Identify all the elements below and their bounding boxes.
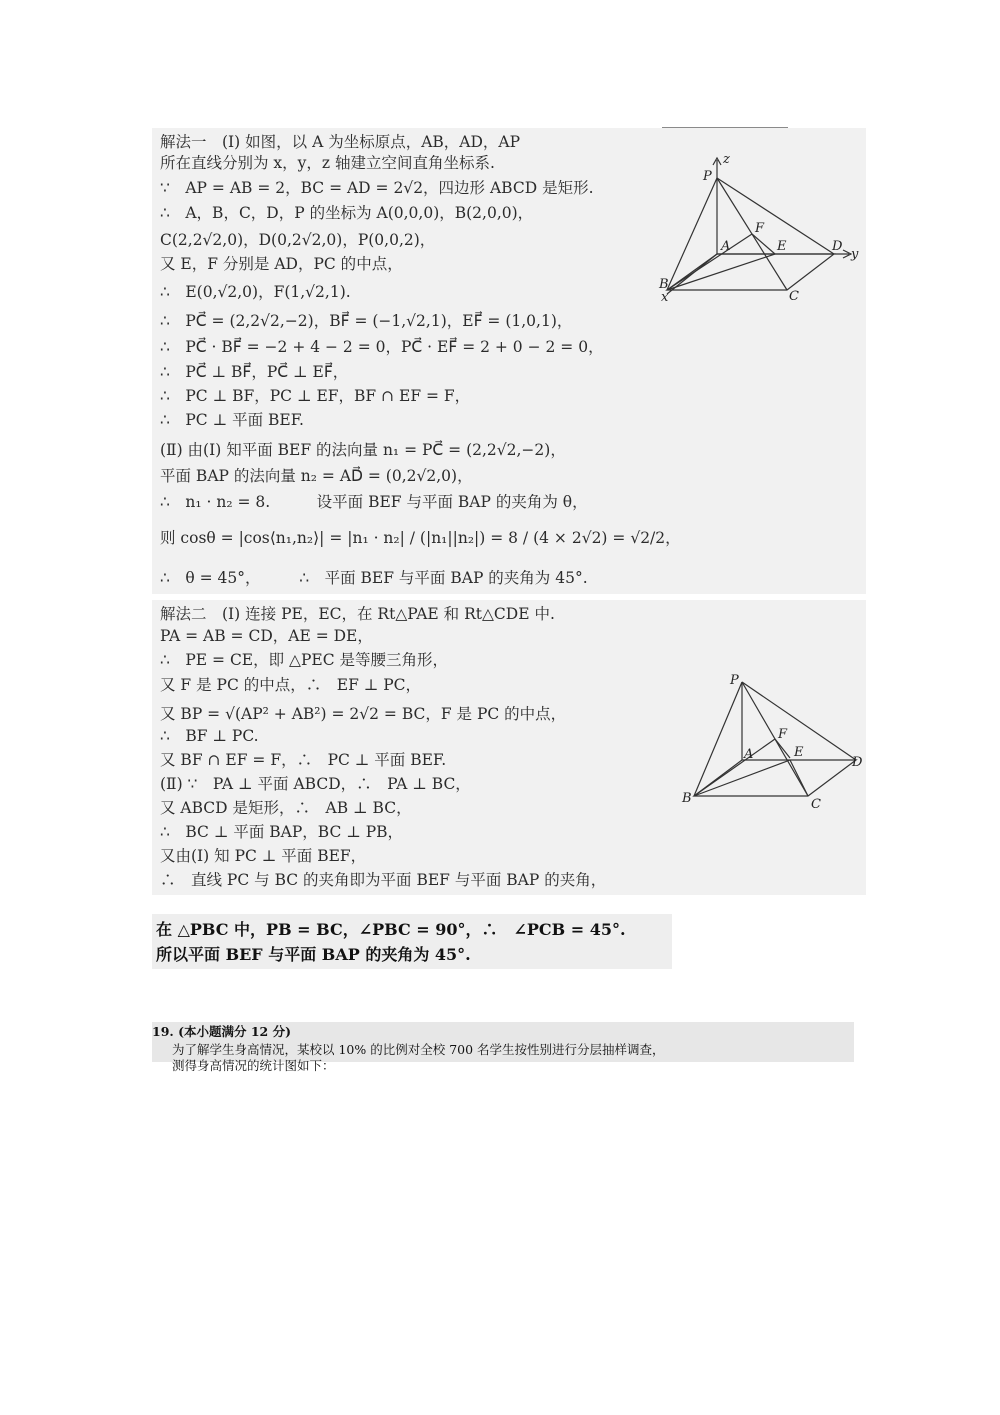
figure-label-a: A <box>744 747 754 762</box>
pyramid-figure <box>680 670 865 815</box>
figure-label-e: E <box>794 745 804 760</box>
solution-one-line: ∵ AP = AB = 2，BC = AD = 2√2，四边形 ABCD 是矩形. <box>160 179 594 197</box>
solution-one-line: ∴ E(0,√2,0)，F(1,√2,1). <box>160 283 351 301</box>
figure-label-f: F <box>778 727 788 742</box>
figure-label-a: A <box>721 239 731 254</box>
figure-label-c: C <box>789 289 799 304</box>
figure-label-x: x <box>661 290 669 304</box>
conclusion-line: 所以平面 BEF 与平面 BAP 的夹角为 45°. <box>156 945 471 964</box>
solution-two-block <box>152 600 866 895</box>
figure-label-c: C <box>811 797 821 812</box>
solution-one-line: ∴ n₁ · n₂ = 8. 设平面 BEF 与平面 BAP 的夹角为 θ， <box>160 493 588 511</box>
solution-one-line: 则 cosθ = |cos⟨n₁,n₂⟩| = |n₁ · n₂| / (|n₁||n₂|) = 8 / (4 × 2√2) = √2/2， <box>160 529 681 547</box>
question-19-block <box>152 1022 854 1073</box>
solution-two-line: 又 ABCD 是矩形，∴ AB ⊥ BC， <box>160 799 412 817</box>
solution-one-line: ∴ PC⃗ ⊥ BF⃗，PC⃗ ⊥ EF⃗， <box>160 363 349 381</box>
figure-label-p: P <box>730 673 739 688</box>
solution-one-line: ∴ θ = 45°， ∴ 平面 BEF 与平面 BAP 的夹角为 45°. <box>160 569 588 587</box>
solution-two-line: 又由(Ⅰ) 知 PC ⊥ 平面 BEF， <box>160 847 367 865</box>
conclusion-line: 在 △PBC 中，PB = BC，∠PBC = 90°，∴ ∠PCB = 45°. <box>156 920 626 939</box>
coordinate-pyramid-figure <box>657 154 862 304</box>
solution-two-line: 解法二 (Ⅰ) 连接 PE，EC，在 Rt△PAE 和 Rt△CDE 中. <box>160 605 555 623</box>
question-line: 为了解学生身高情况，某校以 10% 的比例对全校 700 名学生按性别进行分层抽样调查， <box>172 1042 665 1057</box>
conclusion-block <box>152 914 672 969</box>
figure-label-b: B <box>659 277 669 292</box>
solution-one-line: C(2,2√2,0)，D(0,2√2,0)，P(0,0,2)， <box>160 231 436 249</box>
solution-one-line: 又 E，F 分别是 AD，PC 的中点， <box>160 255 403 273</box>
figure-label-d: D <box>832 239 843 254</box>
solution-one-line: 平面 BAP 的法向量 n₂ = AD⃗ = (0,2√2,0)， <box>160 467 473 485</box>
solution-two-line: ∴ BF ⊥ PC. <box>160 727 259 745</box>
solution-two-line: PA = AB = CD，AE = DE， <box>160 627 373 645</box>
figure-label-p: P <box>703 169 712 184</box>
figure-label-d: D <box>852 755 863 770</box>
solution-one-line: ∴ PC ⊥ BF，PC ⊥ EF，BF ∩ EF = F， <box>160 387 471 405</box>
solution-two-line: ∴ PE = CE，即 △PEC 是等腰三角形， <box>160 651 448 669</box>
solution-one-line: ∴ PC⃗ · BF⃗ = −2 + 4 − 2 = 0，PC⃗ · EF⃗ = 2 + 0 − 2 = 0， <box>160 338 604 356</box>
solution-two-line: (Ⅱ) ∵ PA ⊥ 平面 ABCD，∴ PA ⊥ BC， <box>160 775 471 793</box>
solution-two-line: 又 F 是 PC 的中点，∴ EF ⊥ PC， <box>160 676 422 694</box>
figure-label-y: y <box>851 247 859 262</box>
solution-two-line: ∴ BC ⊥ 平面 BAP，BC ⊥ PB， <box>160 823 404 841</box>
solution-two-line: 又 BP = √(AP² + AB²) = 2√2 = BC，F 是 PC 的中点， <box>160 705 567 723</box>
solution-one-line: 解法一 (Ⅰ) 如图，以 A 为坐标原点，AB，AD，AP <box>160 133 521 151</box>
solution-one-line: 所在直线分别为 x，y，z 轴建立空间直角坐标系. <box>160 154 495 172</box>
figure-label-e: E <box>777 239 787 254</box>
question-header: 19. (本小题满分 12 分) <box>152 1024 292 1039</box>
solution-one-line: ∴ A，B，C，D，P 的坐标为 A(0,0,0)，B(2,0,0)， <box>160 204 534 222</box>
solution-one-line: (Ⅱ) 由(Ⅰ) 知平面 BEF 的法向量 n₁ = PC⃗ = (2,2√2,−2)， <box>160 441 566 459</box>
solution-one-line: ∴ PC ⊥ 平面 BEF. <box>160 411 304 429</box>
solution-one-line: ∴ PC⃗ = (2,2√2,−2)，BF⃗ = (−1,√2,1)，EF⃗ = (1,0,1)， <box>160 312 573 330</box>
solution-two-line: ∴ 直线 PC 与 BC 的夹角即为平面 BEF 与平面 BAP 的夹角， <box>160 871 607 889</box>
figure-label-z: z <box>723 154 730 167</box>
figure-label-b: B <box>682 791 692 806</box>
figure-label-f: F <box>755 221 765 236</box>
solution-one-block <box>152 128 866 594</box>
solution-two-line: 又 BF ∩ EF = F，∴ PC ⊥ 平面 BEF. <box>160 751 447 769</box>
question-line: 测得身高情况的统计图如下： <box>172 1058 335 1073</box>
